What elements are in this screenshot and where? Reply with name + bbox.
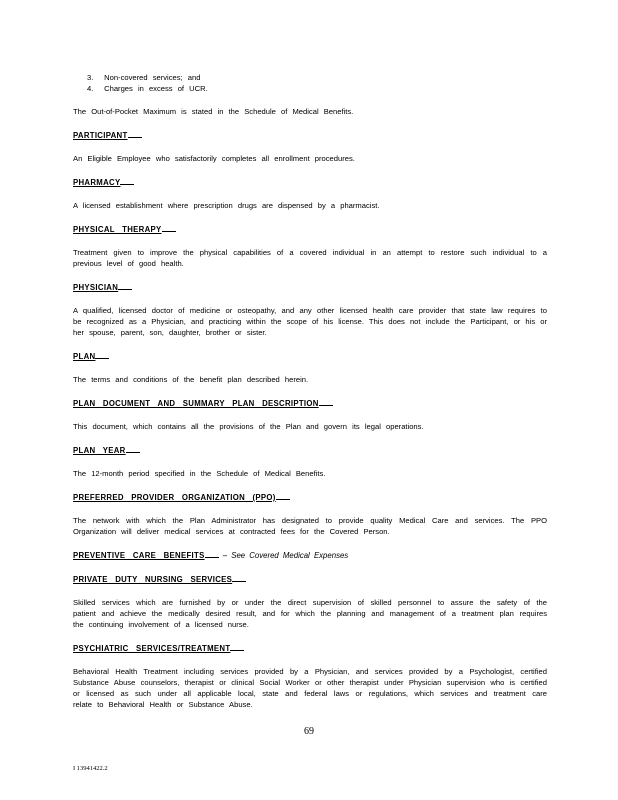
cross-reference: – See Covered Medical Expenses bbox=[218, 551, 349, 560]
definition-heading bbox=[73, 397, 547, 409]
definition-text: A licensed establishment where prescription drugs are dispensed by a pharmacist. bbox=[73, 201, 380, 210]
definition-text: A qualified, licensed doctor of medicine or osteopathy, and any other licensed health care provider that state law requires to be recognized as a Physician, and practicing within the scope of his license. This does not include the Participant, or his or her spouse, parent, son, daughter, brother or sister. bbox=[73, 306, 547, 337]
list-item bbox=[87, 83, 547, 94]
definition-heading bbox=[73, 281, 547, 293]
definition-heading bbox=[73, 549, 547, 561]
definition-term: PHYSICIAN bbox=[73, 283, 119, 292]
definition-term: PLAN YEAR bbox=[73, 446, 126, 455]
definition-heading bbox=[73, 444, 547, 456]
heading-underline bbox=[230, 642, 244, 651]
heading-underline bbox=[128, 129, 142, 138]
definition-term: PHARMACY bbox=[73, 178, 121, 187]
heading-underline bbox=[162, 223, 176, 232]
heading-underline bbox=[95, 350, 109, 359]
definition-term: PLAN DOCUMENT AND SUMMARY PLAN DESCRIPTION bbox=[73, 399, 319, 408]
list-item bbox=[87, 72, 547, 83]
definition-heading bbox=[73, 642, 547, 654]
definition-text: Behavioral Health Treatment including services provided by a Physician, and services provided by a Psychologist, certified Substance Abuse counselors, therapist or clinical Social Worker or other therapist under Physician supervision who is certified or licensed as such under all applicable local, state and federal laws or regulations, which services and treatment care relate to Behavioral Health or Substance Abuse. bbox=[73, 667, 547, 709]
heading-underline bbox=[232, 573, 246, 582]
definition-term: PHYSICAL THERAPY bbox=[73, 225, 162, 234]
definition-heading bbox=[73, 491, 547, 503]
definition-term: PSYCHIATRIC SERVICES/TREATMENT bbox=[73, 644, 231, 653]
definition-term: PARTICIPANT bbox=[73, 131, 128, 140]
heading-underline bbox=[319, 397, 333, 406]
numbered-list bbox=[87, 72, 547, 94]
definition-text: Skilled services which are furnished by or under the direct supervision of skilled personnel to assure the safety of the patient and achieve the medically desired result, and for which the planning and management of a treatment plan requires the continuing involvement of a licensed nurse. bbox=[73, 598, 547, 629]
definition-heading bbox=[73, 573, 547, 585]
definition-text: This document, which contains all the provisions of the Plan and govern its legal operations. bbox=[73, 422, 424, 431]
definition-text: The 12-month period specified in the Schedule of Medical Benefits. bbox=[73, 469, 326, 478]
definition-text: An Eligible Employee who satisfactorily completes all enrollment procedures. bbox=[73, 154, 355, 163]
definition-heading bbox=[73, 176, 547, 188]
definition-heading bbox=[73, 223, 547, 235]
definition-heading bbox=[73, 350, 547, 362]
heading-underline bbox=[120, 176, 134, 185]
heading-underline bbox=[276, 491, 290, 500]
definition-heading bbox=[73, 129, 547, 141]
intro-paragraph: The Out-of-Pocket Maximum is stated in the Schedule of Medical Benefits. bbox=[73, 107, 354, 116]
page-number: 69 bbox=[304, 726, 314, 737]
definition-term: PREFERRED PROVIDER ORGANIZATION (PPO) bbox=[73, 493, 276, 502]
definition-text: Treatment given to improve the physical capabilities of a covered individual in an attempt to restore such individual to a previous level of good health. bbox=[73, 248, 547, 268]
definition-term: PLAN bbox=[73, 352, 96, 361]
list-item-number: 3. bbox=[87, 73, 94, 82]
definition-text: The terms and conditions of the benefit plan described herein. bbox=[73, 375, 309, 384]
list-item-text: Non-covered services; and bbox=[104, 73, 201, 82]
heading-underline bbox=[118, 281, 132, 290]
list-item-text: Charges in excess of UCR. bbox=[104, 84, 208, 93]
definitions-list bbox=[73, 117, 547, 710]
document-id: I 13941422.2 bbox=[73, 765, 108, 772]
definition-term: PRIVATE DUTY NURSING SERVICES bbox=[73, 575, 233, 584]
list-item-number: 4. bbox=[87, 84, 94, 93]
definition-term: PREVENTIVE CARE BENEFITS bbox=[73, 551, 205, 560]
definition-text: The network with which the Plan Administrator has designated to provide quality Medical Care and services. The PPO Organization will deliver medical services at contracted fees for the Covered Person. bbox=[73, 516, 547, 536]
page-content bbox=[73, 72, 547, 710]
heading-underline bbox=[205, 549, 219, 558]
heading-underline bbox=[126, 444, 140, 453]
